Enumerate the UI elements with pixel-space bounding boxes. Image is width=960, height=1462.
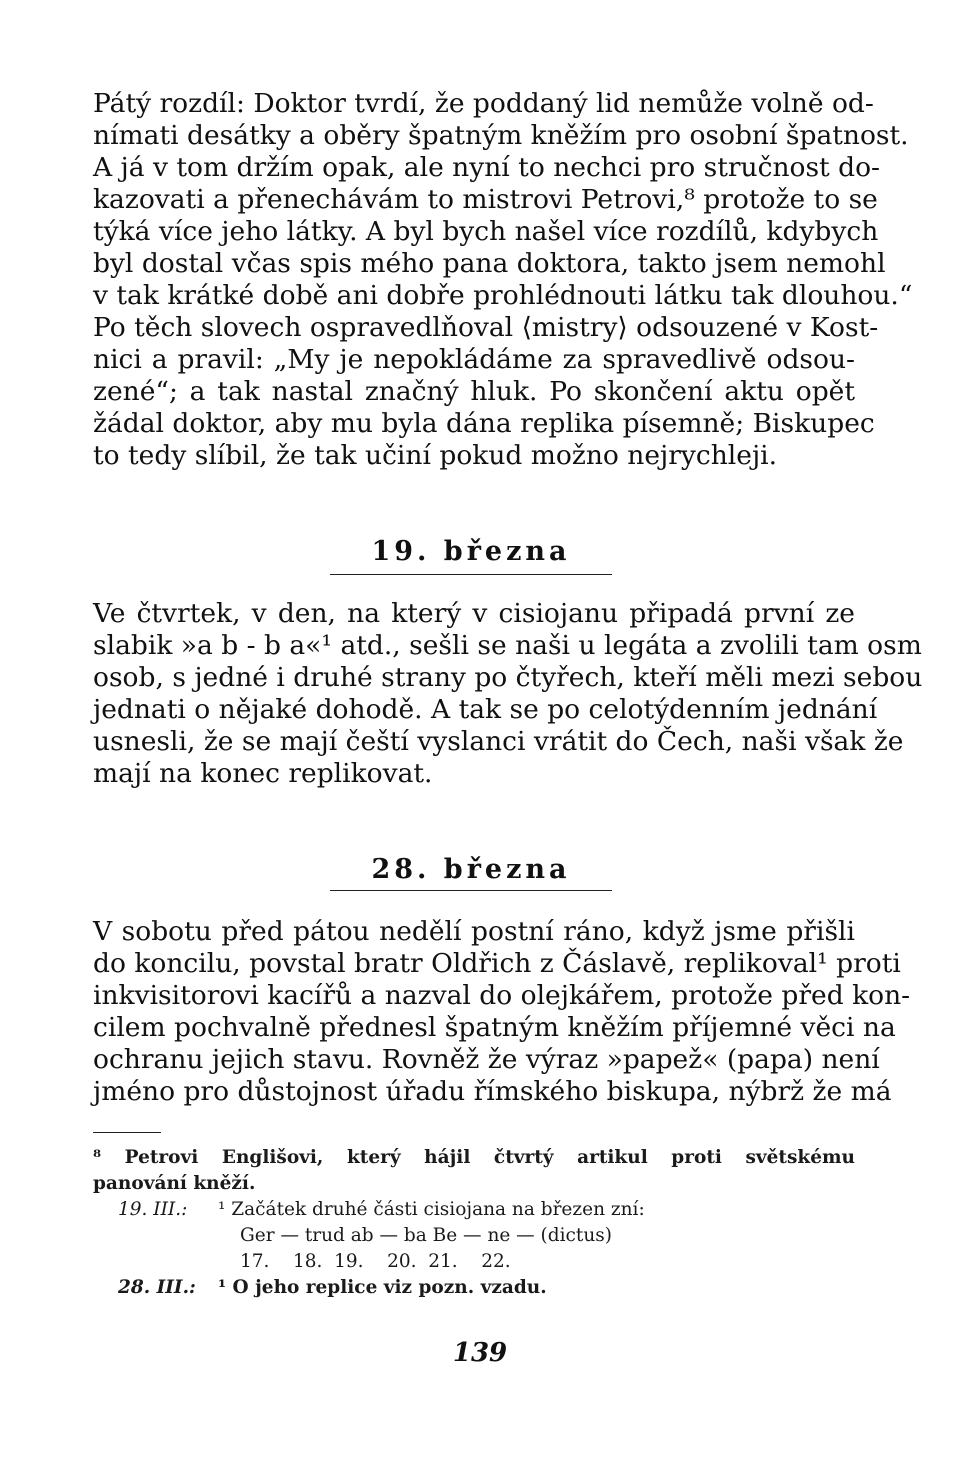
footnote-8-cont: panování kněží. (93, 1173, 256, 1194)
text-line: usnesli, že se mají čeští vyslanci vrátit do Čech, naši však že (93, 726, 904, 757)
heading-rule (330, 574, 612, 575)
footnote-separator (93, 1132, 161, 1133)
text-line: kazovati a přenechávám to mistrovi Petrovi,⁸ protože to se (93, 184, 878, 215)
footnote-19-text: ¹ Začátek druhé části cisiojana na březen zní: (218, 1199, 645, 1220)
footnote-8: ⁸ Petrovi Englišovi, který hájil čtvrtý artikul proti světskému (93, 1147, 855, 1168)
footnote-date-ref: 19. III.: (118, 1199, 188, 1220)
text-line: cilem pochvalně přednesl špatným kněžím příjemné věci na (93, 1012, 896, 1043)
heading-rule (330, 890, 612, 891)
text-line: ochranu jejich stavu. Rovněž že výraz »papež« (papa) není (93, 1044, 880, 1075)
text-line: žádal doktor, aby mu byla dána replika písemně; Biskupec (93, 408, 875, 439)
footnote-date-ref: 28. III.: (118, 1277, 196, 1298)
text-line: nici a pravil: „My je nepokládáme za spravedlivě odsou- (93, 344, 855, 375)
text-line: zené“; a tak nastal značný hluk. Po skončení aktu opět (93, 376, 855, 407)
text-line: Po těch slovech ospravedlňoval ⟨mistry⟩ odsouzené v Kost- (93, 312, 879, 343)
text-line: osob, s jedné i druhé strany po čtyřech, kteří měli mezi sebou (93, 662, 923, 693)
section-heading: 28. března (371, 854, 571, 885)
text-line: mají na konec replikovat. (93, 758, 433, 789)
text-line: jednati o nějaké dohodě. A tak se po celotýdenním jednání (93, 694, 878, 725)
text-line: slabik »a b - b a«¹ atd., sešli se naši u legáta a zvolili tam osm (93, 630, 922, 661)
text-line: inkvisitorovi kacířů a nazval do olejkářem, protože před kon- (93, 980, 911, 1011)
section-heading: 19. března (371, 536, 571, 567)
text-line: to tedy slíbil, že tak učiní pokud možno nejrychleji. (93, 440, 778, 471)
text-line: v tak krátké době ani dobře prohlédnouti látku tak dlouhou.“ (93, 280, 913, 311)
text-line: týká více jeho látky. A byl bych našel více rozdílů, kdybych (93, 216, 879, 247)
text-line: V sobotu před pátou nedělí postní ráno, když jsme přišli (93, 916, 855, 947)
text-line: nímati desátky a oběry špatným kněžím pro osobní špatnost. (93, 120, 909, 151)
cisiojan-numbers: 17. 18. 19. 20. 21. 22. (240, 1251, 511, 1272)
text-line: byl dostal včas spis mého pana doktora, takto jsem nemohl (93, 248, 886, 279)
cisiojan-syllables: Ger — trud ab — ba Be — ne — (dictus) (240, 1225, 612, 1246)
text-line: A já v tom držím opak, ale nyní to nechci pro stručnost do- (93, 152, 881, 183)
text-line: do koncilu, povstal bratr Oldřich z Čáslavě, replikoval¹ proti (93, 948, 901, 979)
text-line: jméno pro důstojnost úřadu římského biskupa, nýbrž že má (93, 1076, 892, 1107)
text-line: Ve čtvrtek, v den, na který v cisiojanu připadá první ze (93, 598, 855, 629)
footnote-28-text: ¹ O jeho replice viz pozn. vzadu. (218, 1277, 547, 1298)
page-number: 139 (452, 1338, 508, 1368)
text-line: Pátý rozdíl: Doktor tvrdí, že poddaný lid nemůže volně od- (93, 88, 874, 119)
